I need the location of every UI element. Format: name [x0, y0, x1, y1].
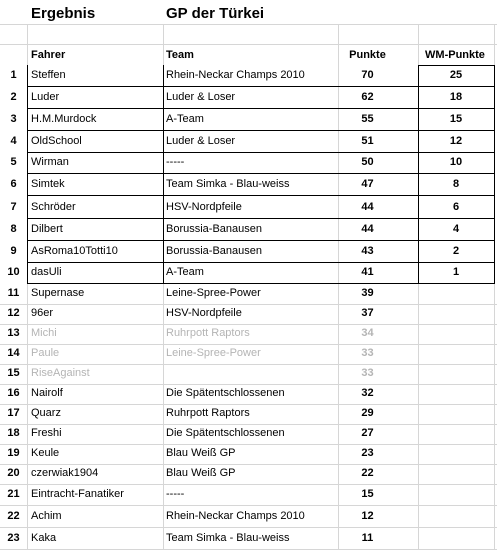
top10-border [163, 65, 164, 284]
points-value: 44 [361, 201, 374, 213]
points-value: 23 [361, 447, 374, 459]
points-value: 33 [361, 347, 374, 359]
points-value: 62 [361, 91, 374, 103]
points-value: 11 [361, 532, 374, 544]
driver-name: Michi [31, 327, 57, 339]
driver-name: H.M.Murdock [31, 113, 97, 125]
row-divider [27, 283, 494, 284]
team-name: Team Simka - Blau-weiss [166, 178, 290, 190]
driver-name: Wirman [31, 156, 69, 168]
top10-border [494, 65, 495, 284]
row-divider [0, 424, 497, 425]
header-team: Team [166, 49, 194, 61]
row-number: 5 [10, 156, 17, 168]
points-value: 29 [361, 407, 374, 419]
row-divider [0, 464, 497, 465]
team-name: HSV-Nordpfeile [166, 307, 242, 319]
points-value: 15 [361, 488, 374, 500]
row-divider [27, 108, 494, 109]
driver-name: 96er [31, 307, 54, 319]
row-number: 20 [7, 467, 20, 479]
row-divider [0, 444, 497, 445]
row-number: 8 [10, 223, 17, 235]
team-name: Leine-Spree-Power [166, 347, 261, 359]
team-name: Borussia-Banausen [166, 223, 263, 235]
points-value: 47 [361, 178, 374, 190]
team-name: Luder & Loser [166, 91, 236, 103]
row-number: 14 [7, 347, 20, 359]
row-divider [0, 324, 497, 325]
row-number: 15 [7, 367, 20, 379]
points-value: 34 [361, 327, 374, 339]
wm-points-value: 18 [449, 91, 463, 103]
row-divider [0, 304, 497, 305]
driver-name: Freshi [31, 427, 62, 439]
row-number: 22 [7, 510, 20, 522]
wm-points-value: 2 [452, 245, 460, 257]
row-divider [0, 527, 497, 528]
row-number: 3 [10, 113, 17, 125]
row-divider [27, 240, 494, 241]
team-name: ----- [166, 488, 185, 500]
race-title: GP der Türkei [166, 4, 265, 22]
team-name: Rhein-Neckar Champs 2010 [166, 510, 305, 522]
row-number: 12 [7, 307, 20, 319]
driver-name: Nairolf [31, 387, 63, 399]
team-name: Die Spätentschlossenen [166, 387, 285, 399]
team-name: Ruhrpott Raptors [166, 407, 250, 419]
team-name: Die Spätentschlossenen [166, 427, 285, 439]
points-value: 22 [361, 467, 374, 479]
header-points: Punkte [349, 49, 386, 61]
points-value: 70 [361, 69, 374, 81]
points-value: 44 [361, 223, 374, 235]
points-value: 27 [361, 427, 374, 439]
row-number: 17 [7, 407, 20, 419]
wm-points-value: 8 [452, 178, 460, 190]
team-name: Ruhrpott Raptors [166, 327, 250, 339]
driver-name: Kaka [31, 532, 57, 544]
driver-name: Quarz [31, 407, 61, 419]
row-divider [27, 130, 494, 131]
points-value: 43 [361, 245, 374, 257]
driver-name: dasUli [31, 266, 62, 278]
points-value: 51 [361, 135, 374, 147]
driver-name: Paule [31, 347, 60, 359]
points-value: 12 [361, 510, 374, 522]
driver-name: Achim [31, 510, 62, 522]
driver-name: OldSchool [31, 135, 82, 147]
row-divider [0, 364, 497, 365]
sheet-title: Ergebnis [31, 4, 96, 22]
team-name: A-Team [166, 113, 204, 125]
row-number: 1 [10, 69, 17, 81]
points-value: 33 [361, 367, 374, 379]
row-divider [0, 505, 497, 506]
points-value: 55 [361, 113, 374, 125]
team-name: Blau Weiß GP [166, 467, 236, 479]
driver-name: Luder [31, 91, 60, 103]
team-name: Leine-Spree-Power [166, 287, 261, 299]
top10-border [27, 65, 28, 284]
team-name: ----- [166, 156, 185, 168]
driver-name: RiseAgainst [31, 367, 90, 379]
row-divider [27, 195, 494, 196]
row-number: 7 [10, 201, 17, 213]
row-number: 19 [7, 447, 20, 459]
row-number: 13 [7, 327, 20, 339]
row-number: 4 [10, 135, 17, 147]
driver-name: Simtek [31, 178, 65, 190]
row-divider [0, 384, 497, 385]
row-number: 10 [7, 266, 20, 278]
team-name: Blau Weiß GP [166, 447, 236, 459]
team-name: Borussia-Banausen [166, 245, 263, 257]
driver-name: AsRoma10Totti10 [31, 245, 118, 257]
row-divider [0, 484, 497, 485]
team-name: Luder & Loser [166, 135, 236, 147]
row-divider [27, 152, 494, 153]
row-number: 16 [7, 387, 20, 399]
driver-name: Eintracht-Fanatiker [31, 488, 124, 500]
points-value: 39 [361, 287, 374, 299]
row-divider [0, 404, 497, 405]
driver-name: Schröder [31, 201, 76, 213]
wm-points-value: 10 [449, 156, 463, 168]
wm-points-value: 6 [452, 201, 460, 213]
row-divider [27, 86, 494, 87]
grid-hline [0, 44, 497, 45]
row-number: 21 [7, 488, 20, 500]
wm-points-value: 15 [449, 113, 463, 125]
row-number: 23 [7, 532, 20, 544]
wm-points-value: 12 [449, 135, 463, 147]
row-divider [0, 344, 497, 345]
driver-name: czerwiak1904 [31, 467, 99, 479]
row-number: 11 [7, 287, 20, 299]
wm-points-value: 4 [452, 223, 460, 235]
row-number: 9 [10, 245, 17, 257]
row-number: 18 [7, 427, 20, 439]
team-name: Team Simka - Blau-weiss [166, 532, 290, 544]
driver-name: Dilbert [31, 223, 63, 235]
wm-box-top [418, 65, 495, 66]
top10-border [418, 65, 419, 284]
points-value: 32 [361, 387, 374, 399]
team-name: A-Team [166, 266, 204, 278]
header-driver: Fahrer [31, 49, 66, 61]
wm-points-value: 25 [449, 69, 463, 81]
grid-hline [0, 24, 497, 25]
points-value: 41 [361, 266, 374, 278]
team-name [166, 363, 336, 384]
row-number: 2 [10, 91, 17, 103]
header-wm-points: WM-Punkte [425, 49, 485, 61]
driver-name: Supernase [31, 287, 85, 299]
row-number: 6 [10, 178, 17, 190]
driver-name: Steffen [31, 69, 66, 81]
row-divider [27, 173, 494, 174]
team-name: HSV-Nordpfeile [166, 201, 242, 213]
points-value: 37 [361, 307, 374, 319]
points-value: 50 [361, 156, 374, 168]
wm-points-value: 1 [452, 266, 460, 278]
driver-name: Keule [31, 447, 60, 459]
grid-vline [338, 24, 339, 549]
row-divider [27, 218, 494, 219]
team-name: Rhein-Neckar Champs 2010 [166, 69, 305, 81]
row-divider [27, 262, 494, 263]
